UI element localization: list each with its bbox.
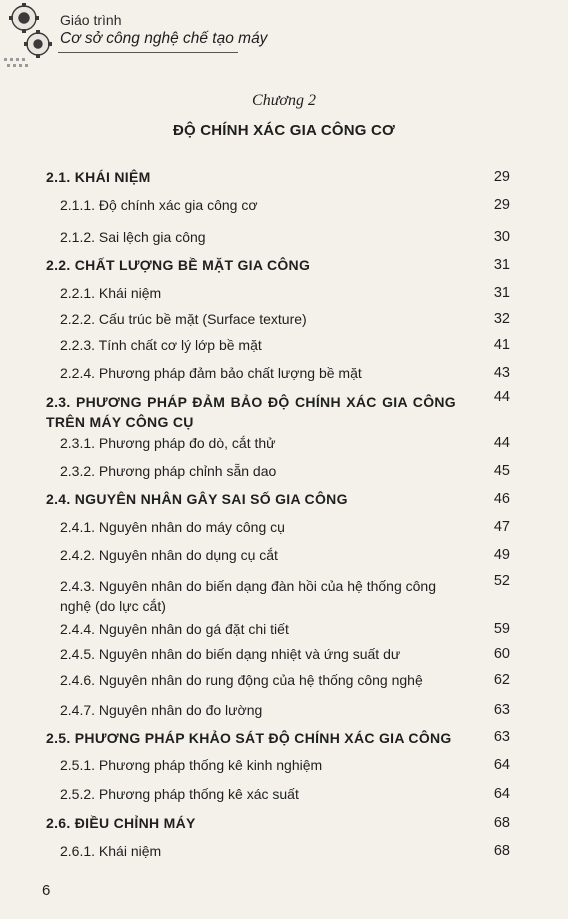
toc-entry-page: 60: [493, 646, 510, 662]
chapter-label: Chương 2: [252, 92, 316, 109]
toc-entry-title: [46, 728, 456, 748]
toc-entry-label: Tính chất cơ lý lớp bề mặt: [98, 337, 262, 353]
toc-entry-label: Phương pháp chỉnh sẵn dao: [98, 463, 277, 479]
toc-entry-title: [60, 620, 470, 639]
toc-entry-number: 2.5.: [46, 730, 71, 746]
toc-entry-title: [60, 434, 470, 453]
toc-entry-number: 2.6.: [46, 815, 71, 831]
toc-entry-label: Nguyên nhân do dụng cụ cắt: [98, 547, 278, 563]
toc-entry-page: 64: [493, 757, 510, 773]
toc-entry-number: 2.1.2.: [60, 229, 96, 245]
toc-entry-page: 63: [493, 729, 510, 745]
toc-entry-number: 2.5.1.: [60, 757, 96, 773]
toc-entry-title: [46, 168, 466, 187]
toc-entry-label: Phương pháp đo dò, cắt thử: [98, 435, 276, 451]
toc-entry-number: 2.2.: [46, 257, 71, 273]
toc-entry-title: [60, 842, 470, 861]
toc-entry-title: [46, 490, 466, 509]
toc-entry-page: 44: [493, 389, 510, 405]
toc-entry-title: [60, 228, 470, 247]
toc-entry-page: 68: [493, 815, 510, 831]
toc-entry-number: 2.2.4.: [60, 365, 96, 381]
toc-entry-page: 44: [493, 435, 510, 451]
toc-entry-title: [60, 756, 470, 775]
toc-entry-label: Phương pháp đảm bảo chất lượng bề mặt: [98, 365, 362, 381]
toc-entry-title: [60, 284, 470, 303]
toc-entry-number: 2.4.4.: [60, 621, 96, 637]
toc-entry-number: 2.3.2.: [60, 463, 96, 479]
toc-entry-title: [46, 256, 466, 275]
toc-entry-label: KHÁI NIỆM: [74, 169, 151, 185]
toc-entry-page: 62: [493, 672, 510, 688]
toc-entry-page: 63: [493, 702, 510, 718]
toc-entry-page: 31: [493, 257, 510, 273]
toc-entry-page: 68: [493, 843, 510, 859]
toc-entry-label: Nguyên nhân do biến dạng đàn hồi của hệ thống công nghệ (do lực cắt): [60, 578, 436, 614]
toc-entry-label: Sai lệch gia công: [98, 229, 206, 245]
toc-entry-title: [60, 518, 470, 537]
toc-entry-number: 2.1.1.: [60, 197, 96, 213]
toc-entry-title: [60, 671, 470, 690]
toc-entry-title: [60, 310, 470, 329]
toc-entry-label: NGUYÊN NHÂN GÂY SAI SỐ GIA CÔNG: [74, 491, 348, 507]
toc-entry-number: 2.2.1.: [60, 285, 96, 301]
toc-entry-label: Phương pháp thống kê xác suất: [98, 786, 299, 802]
toc-entry-title: [46, 814, 466, 833]
toc-entry-number: 2.2.3.: [60, 337, 96, 353]
toc-entry-label: Cấu trúc bề mặt (Surface texture): [98, 311, 307, 327]
toc-entry-label: ĐIỀU CHỈNH MÁY: [74, 815, 196, 831]
toc-entry-number: 2.4.: [46, 491, 71, 507]
toc-entry-page: 49: [493, 547, 510, 563]
toc-entry-page: 31: [493, 285, 510, 301]
toc-entry-page: 43: [493, 365, 510, 381]
toc-entry-label: CHẤT LƯỢNG BỀ MẶT GIA CÔNG: [74, 257, 311, 273]
toc-entry-label: Nguyên nhân do gá đặt chi tiết: [98, 621, 289, 637]
toc-entry-page: 32: [493, 311, 510, 327]
book-kicker: Giáo trình: [60, 12, 122, 28]
toc-entry-number: 2.4.6.: [60, 672, 96, 688]
toc-entry-title: [60, 462, 470, 481]
toc-entry-label: Khái niệm: [98, 285, 162, 301]
toc-entry-page: 59: [493, 621, 510, 637]
toc-entry-number: 2.1.: [46, 169, 71, 185]
toc-entry-page: 30: [493, 229, 510, 245]
toc-entry-number: 2.3.: [46, 394, 71, 410]
toc-entry-number: 2.2.2.: [60, 311, 96, 327]
page-number: 6: [42, 882, 51, 899]
toc-entry-title: [60, 364, 470, 383]
toc-entry-label: Độ chính xác gia công cơ: [98, 197, 258, 213]
toc-entry-title: [60, 546, 470, 565]
toc-entry-page: 47: [493, 519, 510, 535]
toc-entry-page: 64: [493, 786, 510, 802]
toc-entry-title: [60, 336, 470, 355]
book-title: Cơ sở công nghệ chế tạo máy: [60, 30, 268, 47]
toc-entry-number: 2.4.1.: [60, 519, 96, 535]
toc-entry-label: Nguyên nhân do máy công cụ: [98, 519, 285, 535]
toc-entry-number: 2.4.2.: [60, 547, 96, 563]
toc-entry-label: Phương pháp thống kê kinh nghiệm: [98, 757, 323, 773]
toc-entry-page: 41: [493, 337, 510, 353]
toc-entry-number: 2.4.5.: [60, 646, 96, 662]
toc-entry-page: 46: [493, 491, 510, 507]
toc-entry-title: [60, 576, 465, 616]
toc-entry-page: 52: [493, 573, 510, 589]
toc-entry-number: 2.4.3.: [60, 578, 96, 594]
toc-entry-label: PHƯƠNG PHÁP KHẢO SÁT ĐỘ CHÍNH XÁC GIA CÔNG: [74, 730, 452, 746]
toc-entry-label: Nguyên nhân do đo lường: [98, 702, 263, 718]
chapter-title: ĐỘ CHÍNH XÁC GIA CÔNG CƠ: [172, 122, 396, 139]
toc-entry-number: 2.4.7.: [60, 702, 96, 718]
toc-entry-number: 2.6.1.: [60, 843, 96, 859]
toc-entry-label: PHƯƠNG PHÁP ĐẢM BẢO ĐỘ CHÍNH XÁC GIA CÔNG TRÊN MÁY CÔNG CỤ: [46, 394, 456, 430]
toc-entry-page: 45: [493, 463, 510, 479]
toc-entry-number: 2.3.1.: [60, 435, 96, 451]
toc-entry-title: [60, 701, 470, 720]
toc-entry-number: 2.5.2.: [60, 786, 96, 802]
toc-entry-label: Nguyên nhân do biến dạng nhiệt và ứng suất dư: [98, 646, 401, 662]
toc-entry-label: Nguyên nhân do rung động của hệ thống công nghệ: [98, 672, 423, 688]
toc-entry-label: Khái niệm: [98, 843, 162, 859]
toc-entry-title: [60, 785, 470, 804]
toc-entry-page: 29: [493, 197, 510, 213]
toc-entry-title: [46, 392, 456, 432]
toc-entry-page: 29: [493, 169, 510, 185]
toc-entry-title: [60, 645, 470, 664]
toc-entry-title: [60, 196, 470, 215]
